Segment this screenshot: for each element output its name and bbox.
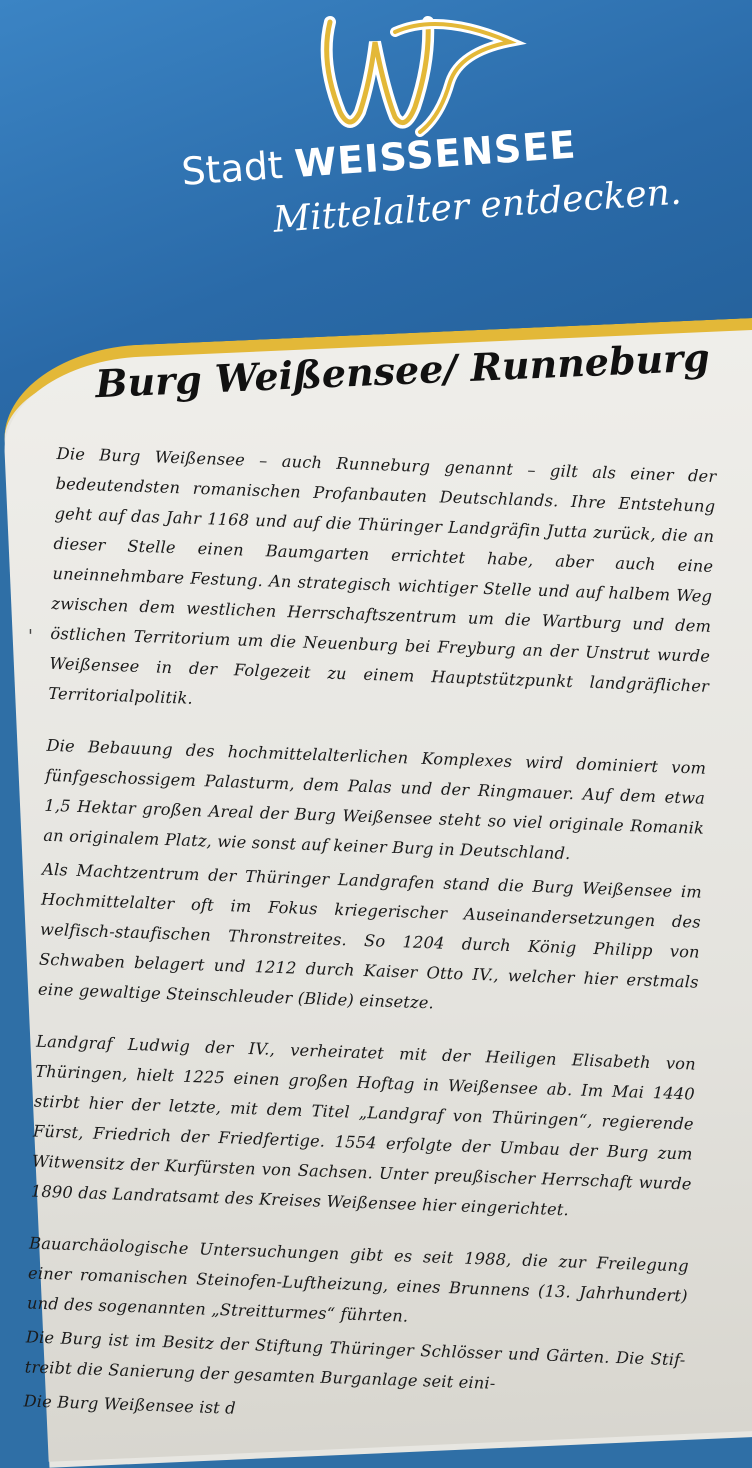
paragraph-cut-off: Die Burg Weißensee ist d — [23, 1391, 237, 1418]
paragraph-archaeology: Bauarchäologische Untersuchungen gibt es seit 1988, die zur Freilegung einer romanischen Steinofen-Luftheizung, eines Brunnens (13. Jahrhundert) und des sogenannten „Streitturmes“ führten. — [26, 1233, 690, 1326]
city-title: WEISSENSEE — [293, 122, 578, 186]
paragraph-power-center: Als Machtzentrum der Thüringer Landgrafen stand die Burg Weißensee im Hochmittelalter oft im Fokus kriegerischer Auseinandersetzungen des welfisch-staufischen Thronstreites. So 1204 durch König Philipp von Schwaben belagert und 1212 durch Kaiser Otto IV., welcher hier erstmals eine gewaltige Steinschleuder (Blide) einsetze. — [37, 859, 703, 1013]
scratch-mark: ꞌ — [28, 626, 33, 647]
city-prefix: Stadt — [180, 142, 285, 194]
sign-title: Burg Weißensee/ Runneburg — [94, 334, 711, 407]
paragraph-landgraves: Landgraf Ludwig der IV., verheiratet mit der Heiligen Elisabeth von Thüringen, hielt 1225 einen großen Hoftag in Weißensee ab. Im Mai 1440 stirbt hier der letzte, mit dem Titel „Landgraf von Thüringen“, regierende Fürst, Friedrich der Friedfertige. 1554 erfolgte der Umbau der Burg zum Witwensitz der Kurfürsten von Sachsen. Unter preußischer Herrschaft wurde 1890 das Landratsamt des Kreises Weißensee hier eingerichtet. — [30, 1031, 697, 1220]
tagline: Mittelalter entdecken. — [272, 171, 683, 241]
sign-content — [22, 334, 719, 1461]
paragraph-buildings: Die Bebauung des hochmittelalterlichen Komplexes wird dominiert vom fünfgeschossigem Palasturm, dem Palas und der Ringmauer. Auf dem etwa 1,5 Hektar großen Areal der Burg Weißensee steht so viel originale Romanik an originalem Platz, wie sonst auf keiner Burg in Deutschland. — [43, 735, 707, 864]
paragraph-ownership: Die Burg ist im Besitz der Stiftung Thüringer Schlösser und Gärten. Die Stif-treibt die Sanierung der gesamten Burganlage seit eini- — [24, 1327, 686, 1393]
paragraph-history: Die Burg Weißensee – auch Runneburg genannt – gilt als einer der bedeutendsten romanischen Profanbauten Deutschlands. Ihre Entstehung geht auf das Jahr 1168 und auf die Thüringer Landgräfin Jutta zurück, die an dieser Stelle einen Baumgarten errichtet habe, aber auch eine uneinnehmbare Festung. An strategisch wichtiger Stelle und auf halbem Weg zwischen dem westlichen Herrschaftszentrum um die Wartburg und dem östlichen Territorium um die Neuenburg bei Freyburg an der Unstrut wurde Weißensee in der Folgezeit zu einem Hauptstützpunkt landgräflicher Territorialpolitik. — [48, 443, 717, 708]
